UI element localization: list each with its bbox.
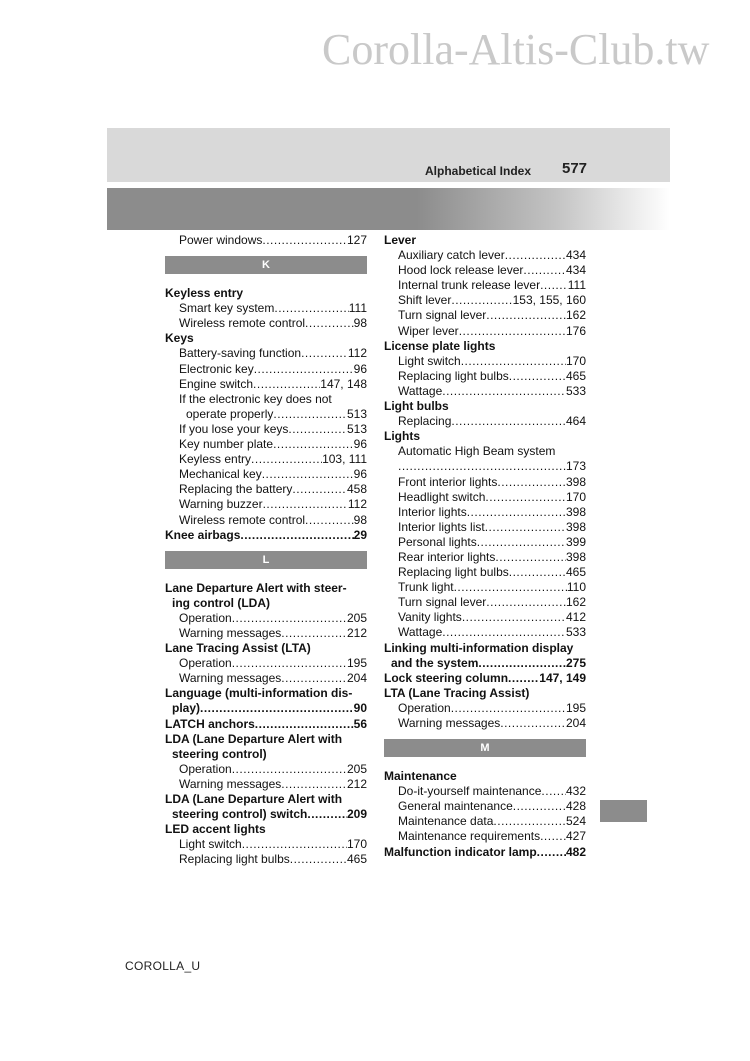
index-heading: play) ..... 90 [165, 701, 367, 716]
index-heading: Knee airbags ..... 29 [165, 528, 367, 543]
index-entry: Shift lever ..... 153, 155, 160 [384, 293, 586, 308]
index-entry: Operation ..... 205 [165, 611, 367, 626]
index-heading: Malfunction indicator lamp ..... 482 [384, 845, 586, 860]
index-entry: Wireless remote control ..... 98 [165, 316, 367, 331]
index-entry: Electronic key ..... 96 [165, 362, 367, 377]
index-column-left [165, 233, 367, 867]
index-entry: Warning messages ..... 204 [384, 716, 586, 731]
index-entry: General maintenance ..... 428 [384, 799, 586, 814]
index-entry: Wireless remote control ..... 98 [165, 513, 367, 528]
index-heading: LDA (Lane Departure Alert with [165, 792, 343, 806]
index-entry: Key number plate ..... 96 [165, 437, 367, 452]
index-entry: ..... 173 [384, 459, 586, 474]
index-column-right [384, 233, 586, 860]
index-heading: LED accent lights [165, 822, 266, 837]
index-entry: Personal lights ..... 399 [384, 535, 586, 550]
index-entry: Mechanical key ..... 96 [165, 467, 367, 482]
index-entry: Turn signal lever ..... 162 [384, 308, 586, 323]
index-heading: License plate lights [384, 338, 496, 353]
index-heading: Linking multi-information display [384, 640, 574, 655]
page-section-title: Alphabetical Index [425, 164, 532, 178]
index-entry: Replacing the battery ..... 458 [165, 482, 367, 497]
index-entry: Maintenance data ..... 524 [384, 814, 586, 829]
index-entry: operate properly ..... 513 [165, 407, 367, 422]
index-entry: Front interior lights ..... 398 [384, 475, 586, 490]
index-entry: Warning messages ..... 212 [165, 626, 367, 641]
index-entry: Operation ..... 195 [165, 656, 367, 671]
index-heading: Lights [384, 429, 420, 444]
index-heading: Lock steering column ..... 147, 149 [384, 671, 586, 686]
index-entry: Keyless entry ..... 103, 111 [165, 452, 367, 467]
index-entry: Wattage ..... 533 [384, 625, 586, 640]
index-heading: and the system ..... 275 [384, 656, 586, 671]
index-entry: Auxiliary catch lever ..... 434 [384, 248, 586, 263]
index-entry: Replacing light bulbs ..... 465 [165, 852, 367, 867]
index-entry: Operation ..... 195 [384, 701, 586, 716]
index-heading: steering control) [172, 746, 267, 761]
index-entry: Warning messages ..... 204 [165, 671, 367, 686]
index-entry: Replacing light bulbs ..... 465 [384, 369, 586, 384]
index-entry: Wattage ..... 533 [384, 384, 586, 399]
index-heading: Lane Tracing Assist (LTA) [165, 641, 311, 656]
index-entry: Turn signal lever ..... 162 [384, 595, 586, 610]
page-ref: 127 [346, 233, 367, 247]
index-entry: Light switch ..... 170 [165, 837, 367, 852]
index-entry: Internal trunk release lever ..... 111 [384, 278, 586, 293]
index-entry: Battery-saving function ..... 112 [165, 346, 367, 361]
index-entry: Light switch ..... 170 [384, 354, 586, 369]
gradient-band [107, 188, 670, 230]
index-entry: Headlight switch ..... 170 [384, 490, 586, 505]
index-entry: Vanity lights ..... 412 [384, 610, 586, 625]
index-entry: Warning buzzer ..... 112 [165, 497, 367, 512]
index-entry: Replacing ..... 464 [384, 414, 586, 429]
index-entry: Hood lock release lever ..... 434 [384, 263, 586, 278]
index-entry: Power windows ..... 127 [165, 233, 367, 248]
page-number: 577 [562, 160, 588, 177]
letter-divider-k: K [165, 256, 367, 274]
section-thumb-tab [600, 800, 647, 822]
index-entry: Warning messages ..... 212 [165, 777, 367, 792]
index-entry: Automatic High Beam system [398, 444, 556, 459]
index-heading: Language (multi-information dis- [165, 686, 353, 701]
footer-model-code: COROLLA_U [125, 959, 201, 973]
index-entry: Replacing light bulbs ..... 465 [384, 565, 586, 580]
index-entry: Maintenance requirements ..... 427 [384, 829, 586, 844]
index-entry: Engine switch ..... 147, 148 [165, 377, 367, 392]
letter-divider-l: L [165, 551, 367, 569]
index-entry: Smart key system ..... 111 [165, 301, 367, 316]
index-entry: Trunk light ..... 110 [384, 580, 586, 595]
index-heading: LTA (Lane Tracing Assist) [384, 685, 530, 700]
index-heading: Lane Departure Alert with steer- [165, 580, 347, 595]
index-heading: LATCH anchors ..... 56 [165, 717, 367, 732]
index-heading: LDA (Lane Departure Alert with [165, 731, 343, 746]
index-heading: ing control (LDA) [172, 595, 270, 610]
watermark: Corolla-Altis-Club.tw [322, 25, 710, 74]
index-entry: Rear interior lights ..... 398 [384, 550, 586, 565]
letter-divider-m: M [384, 739, 586, 757]
index-entry: Interior lights list ..... 398 [384, 520, 586, 535]
index-heading: Light bulbs [384, 399, 449, 414]
index-entry: If you lose your keys ..... 513 [165, 422, 367, 437]
index-heading: Lever [384, 233, 417, 247]
index-heading: Keyless entry [165, 286, 244, 301]
index-heading: Keys [165, 331, 194, 346]
index-entry: If the electronic key does not [179, 391, 332, 406]
index-entry: Wiper lever ..... 176 [384, 324, 586, 339]
index-heading: Maintenance [384, 769, 457, 784]
index-entry: Do-it-yourself maintenance ..... 432 [384, 784, 586, 799]
index-heading: steering control) switch ..... 209 [165, 807, 367, 822]
index-entry: Operation ..... 205 [165, 762, 367, 777]
index-entry: Interior lights ..... 398 [384, 505, 586, 520]
